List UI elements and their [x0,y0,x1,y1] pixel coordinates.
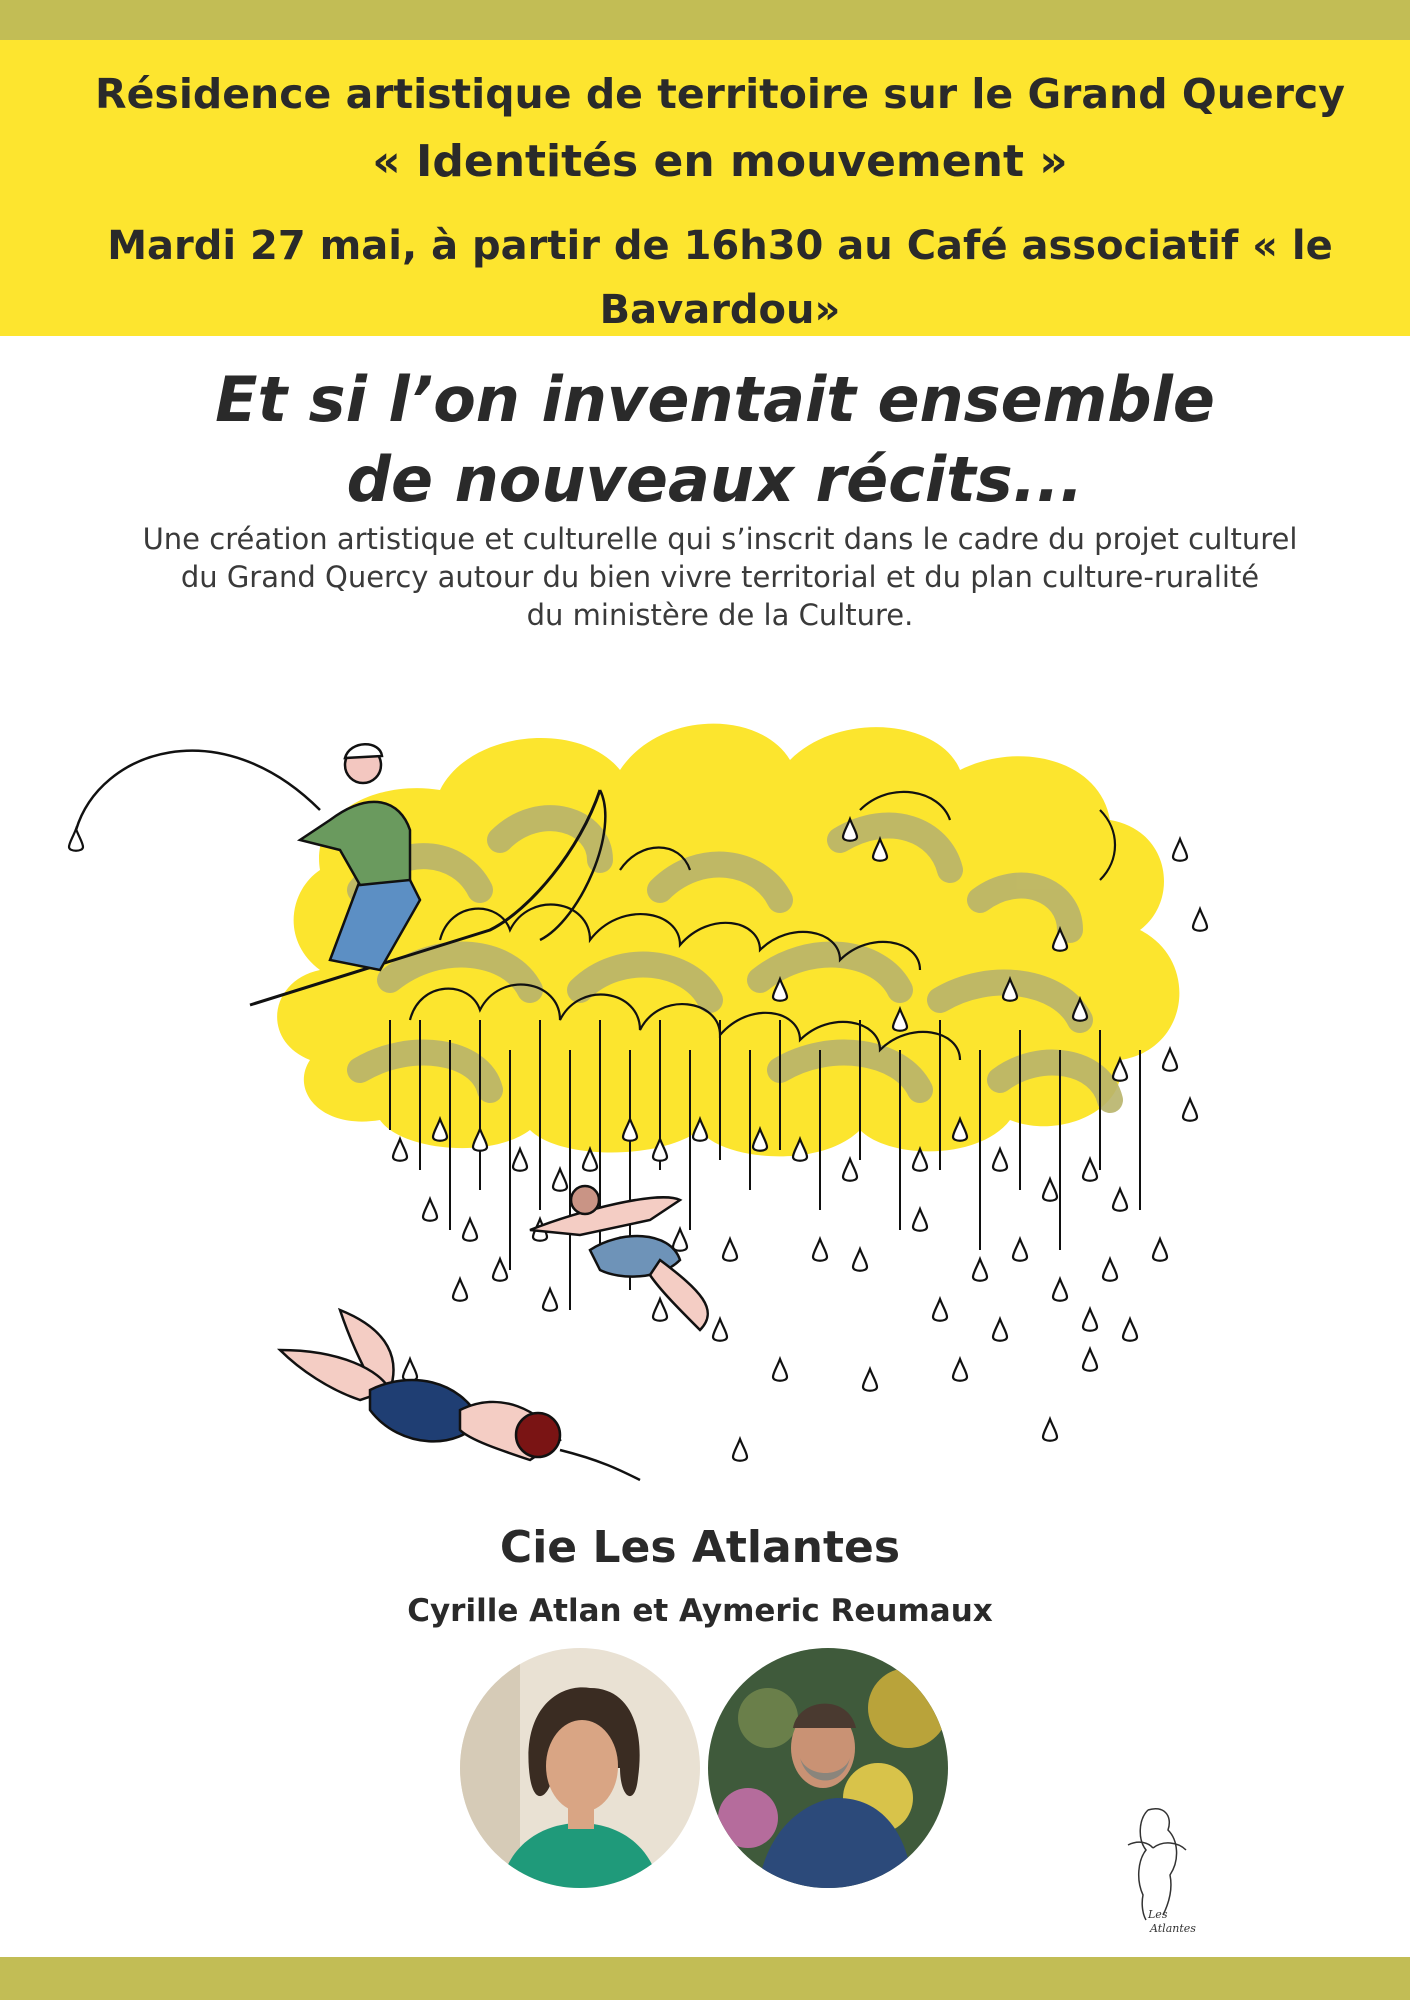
description-line-2: du Grand Quercy autour du bien vivre territorial et du plan culture-ruralité [180,560,1260,594]
logo-text-atlantes: Atlantes [1150,1922,1196,1935]
rain-cloud-illustration [60,690,1300,1510]
event-date-location: Mardi 27 mai, à partir de 16h30 au Café associatif « le Bavardou» [107,223,1333,333]
description-line-1: Une création artistique et culturelle qui s’inscrit dans le cadre du projet culturel [142,522,1298,556]
tagline [0,360,1410,520]
artist-photo-man [708,1648,948,1888]
company-name: Cie Les Atlantes [499,1522,901,1573]
top-bar [0,0,1410,40]
description-line-3: du ministère de la Culture. [526,598,914,632]
swimmer-figure-bottom [280,1310,640,1480]
description [0,520,1410,634]
cloud-shape [277,724,1179,1157]
bottom-bar [0,1957,1410,2000]
residence-title: Résidence artistique de territoire sur le Grand Quercy [95,70,1345,118]
les-atlantes-logo [1108,1800,1208,1940]
logo-text-les: Les [1148,1908,1168,1921]
tagline-line-2: de nouveaux récits... [346,443,1084,516]
header-banner [0,40,1410,336]
project-title: « Identités en mouvement » [372,136,1068,187]
artists-names: Cyrille Atlan et Aymeric Reumaux [407,1593,993,1629]
fishing-line [76,751,320,830]
artist-photo-woman [460,1648,700,1888]
tagline-line-1: Et si l’on inventait ensemble [215,363,1215,436]
